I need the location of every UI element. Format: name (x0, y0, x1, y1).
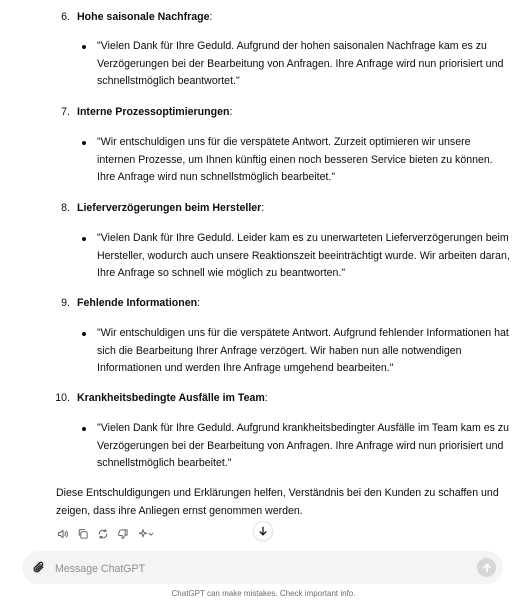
item-title: Hohe saisonale Nachfrage (77, 11, 210, 23)
message-input[interactable] (53, 558, 457, 579)
read-aloud-icon[interactable] (56, 528, 69, 541)
message-composer (22, 551, 503, 584)
arrow-up-icon (482, 563, 492, 573)
arrow-down-icon (258, 526, 268, 536)
item-quote: "Wir entschuldigen uns für die verspätete Antwort. Aufgrund fehlender Informationen hat sich die Bearbeitung Ihrer Anfrage verzögert. Wir haben nun alle notwendigen Informationen und werden Ihre Anfrage umgehend bearbeiten." (97, 327, 509, 375)
item-title: Interne Prozessoptimierungen (77, 106, 230, 118)
model-sparkle-icon[interactable] (136, 528, 156, 541)
item-title: Lieferverzögerungen beim Hersteller (77, 202, 262, 214)
bullet-dot (82, 45, 86, 49)
item-number: 10. (55, 392, 70, 404)
send-button[interactable] (477, 558, 496, 577)
bullet-dot (82, 237, 86, 241)
item-quote: "Vielen Dank für Ihre Geduld. Leider kam es zu unerwarteten Lieferverzögerungen beim Hersteller, wodurch auch unsere Reaktionszeit beeinträchtigt wurde. Wir arbeiten daran, Ihre Anfrage so schnell wie möglich zu beantworten." (97, 232, 510, 280)
bullet-dot (82, 427, 86, 431)
item-number: 6. (61, 11, 70, 23)
item-number: 9. (61, 297, 70, 309)
item-quote: "Vielen Dank für Ihre Geduld. Aufgrund krankheitsbedingter Ausfälle im Team kam es zu Verzögerungen bei der Bearbeitung von Anfragen. Ihre Anfrage wird nun priorisiert und schnellstmöglich bearbeitet." (97, 422, 510, 470)
regenerate-icon[interactable] (96, 528, 109, 541)
message-actions (56, 527, 156, 541)
copy-icon[interactable] (76, 528, 89, 541)
scroll-to-bottom-button[interactable] (253, 521, 273, 541)
item-title: Fehlende Informationen (77, 297, 198, 309)
closing-paragraph: Diese Entschuldigungen und Erklärungen helfen, Verständnis bei den Kunden zu schaffen und zeigen, dass ihre Anliegen ernst genommen werden. (56, 487, 499, 517)
paperclip-icon[interactable] (32, 560, 46, 575)
bullet-dot (82, 332, 86, 336)
disclaimer-text: ChatGPT can make mistakes. Check important info. (171, 589, 356, 598)
item-number: 7. (61, 106, 70, 118)
item-number: 8. (61, 202, 70, 214)
bullet-dot (82, 141, 86, 145)
thumbs-down-icon[interactable] (116, 528, 129, 541)
item-quote: "Vielen Dank für Ihre Geduld. Aufgrund der hohen saisonalen Nachfrage kam es zu Verzögerungen bei der Bearbeitung von Anfragen. Ihre Anfrage wird nun priorisiert und schnellstmöglich beantwortet." (97, 40, 504, 88)
item-title: Krankheitsbedingte Ausfälle im Team (77, 392, 265, 404)
item-quote: "Wir entschuldigen uns für die verspätete Antwort. Zurzeit optimieren wir unsere internen Prozesse, um Ihnen künftig einen noch besseren Service bieten zu können. Ihre Anfrage wird nun schnellstmöglich bearbeitet." (97, 136, 493, 184)
